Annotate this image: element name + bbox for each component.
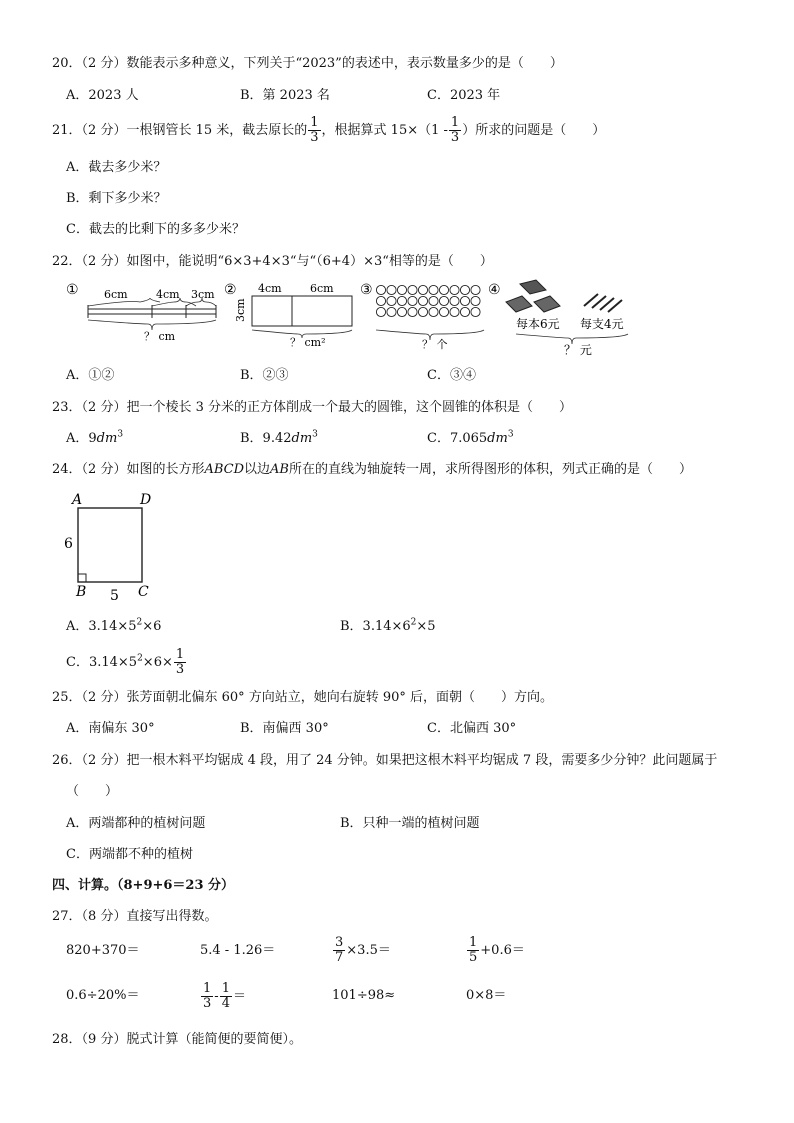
exponent: 3 [507, 429, 514, 440]
circle [439, 307, 448, 316]
q24-option-a[interactable] [66, 619, 161, 635]
fraction-denominator: 5 [469, 950, 478, 965]
q27-expr-2: 5.4 - 1.26＝ [200, 943, 276, 958]
q26-stem: 26．（2 分）把一根木料平均锯成 4 段，用了 24 分钟。如果把这根木料平均锯成 7 段，需要多少分钟？此问题属于 [52, 753, 718, 768]
circle [387, 285, 396, 294]
fraction-numerator: 3 [335, 935, 344, 950]
figure-number: ① [66, 282, 79, 298]
circle [418, 307, 427, 316]
rect-width-label-2: 6cm [310, 282, 334, 295]
circle [439, 296, 448, 305]
q22-figure-4 [486, 276, 636, 358]
q22-option-b[interactable]: B．②③ [240, 368, 289, 383]
q21-option-b[interactable]: B．剩下多少米？ [66, 191, 167, 206]
q20-stem: 20．（2 分）数能表示多种意义，下列关于“2023”的表述中，表示数量多少的是（ ） [52, 56, 563, 71]
rect-width-label-1: 4cm [258, 282, 282, 295]
q27-expr-3 [332, 934, 391, 968]
expr-rest: ＝ [232, 989, 246, 1004]
expr-rest: +0.6＝ [480, 943, 525, 958]
q22-stem: 22．（2 分）如图中，能说明“6×3+4×3“与“（6+4）×3“相等的是（ ） [52, 254, 493, 269]
fraction [220, 982, 232, 1011]
circle [471, 296, 480, 305]
q25-option-b[interactable]: B．南偏西 30° [240, 721, 329, 736]
width-label: 5 [110, 588, 119, 604]
q27-expr-4 [466, 934, 525, 968]
q22-option-c[interactable]: C．③④ [427, 368, 476, 383]
option-text-post: ×6 [142, 619, 162, 634]
q21-stem-mid: ，根据算式 15×（1 - [321, 123, 448, 138]
notebook-icon [506, 280, 560, 312]
option-text: A．3.14×5 [66, 619, 137, 634]
circle [376, 296, 385, 305]
circle [450, 296, 459, 305]
fraction [467, 936, 479, 965]
circle [397, 307, 406, 316]
book-price-label: 每本6元 [516, 317, 560, 331]
q26-option-a[interactable]: A．两端都种的植树问题 [66, 816, 206, 831]
fraction [333, 936, 345, 965]
segment-label-1: 6cm [104, 288, 128, 301]
q27-expr-1: 820+370＝ [66, 943, 140, 958]
circle [450, 285, 459, 294]
q21-fraction-2 [449, 116, 461, 145]
option-text-post: ×6× [142, 655, 173, 670]
fraction-denominator: 4 [221, 996, 230, 1011]
q24-option-c[interactable] [66, 646, 187, 680]
q27-expr-8: 0×8＝ [466, 988, 507, 1003]
circle-grid [376, 285, 480, 316]
q26-stem-paren: （ ） [66, 784, 119, 799]
fraction-numerator: 1 [175, 647, 185, 662]
unit: dm [96, 431, 118, 446]
section-4-title: 四、计算。（8+9+6＝23 分） [52, 878, 235, 893]
vertex-a: A [72, 492, 83, 508]
rect-total-label: ？ cm² [290, 336, 326, 348]
segment-label-3: 3cm [191, 288, 215, 301]
q23-option-c[interactable] [427, 431, 514, 447]
rect-name: ABCD [204, 462, 245, 477]
q24-stem-post: 所在的直线为轴旋转一周，求所得图形的体积，列式正确的是（ ） [288, 462, 692, 477]
q27-expr-5: 0.6÷20%＝ [66, 988, 140, 1003]
q27-expr-6 [200, 980, 246, 1014]
vertex-c: C [138, 584, 149, 600]
circle [376, 285, 385, 294]
q21-option-a[interactable]: A．截去多少米？ [66, 160, 167, 175]
q23-option-b[interactable] [240, 431, 318, 447]
q23-stem: 23．（2 分）把一个棱长 3 分米的正方体削成一个最大的圆锥，这个圆锥的体积是（ ） [52, 400, 572, 415]
q26-option-b[interactable]: B．只种一端的植树问题 [340, 816, 480, 831]
figure-number: ② [224, 282, 237, 298]
unit: dm [291, 431, 313, 446]
circle [460, 307, 469, 316]
circle [460, 285, 469, 294]
fraction-numerator: 1 [469, 935, 478, 950]
exponent: 3 [117, 429, 124, 440]
q27-expr-7: 101÷98≈ [332, 988, 396, 1003]
option-text: C．7.065 [427, 431, 488, 446]
figure-number: ④ [488, 282, 501, 298]
height-label: 6 [64, 536, 73, 552]
circle [376, 307, 385, 316]
q27-stem: 27．（8 分）直接写出得数。 [52, 909, 218, 924]
q22-figure-1 [60, 278, 230, 344]
pen-price-label: 每支4元 [580, 317, 624, 331]
q23-option-a[interactable] [66, 431, 123, 447]
q24-stem-pre: 24．（2 分）如图的长方形 [52, 462, 205, 477]
q21-option-c[interactable]: C．截去的比剩下的多多少米？ [66, 222, 245, 237]
q20-option-a[interactable]: A．2023 人 [66, 88, 139, 103]
figure-number: ③ [360, 282, 373, 298]
option-text: B．3.14×6 [340, 619, 411, 634]
operator: - [214, 989, 219, 1004]
circle [408, 307, 417, 316]
fraction-denominator: 3 [450, 130, 460, 145]
fraction-denominator: 3 [175, 662, 185, 677]
option-text: A．9 [66, 431, 97, 446]
q21-stem-post: ）所求的问题是（ ） [462, 123, 606, 138]
q20-option-b[interactable]: B．第 2023 名 [240, 88, 330, 103]
fraction-denominator: 3 [203, 996, 212, 1011]
q24-stem-mid: 以边 [244, 462, 271, 477]
exponent: 3 [312, 429, 318, 440]
fraction-numerator: 1 [203, 981, 212, 996]
q22-figure-3 [358, 278, 488, 350]
q22-figure-2 [224, 278, 360, 348]
circle [418, 296, 427, 305]
q21-stem [52, 114, 605, 148]
q26-option-c[interactable]: C．两端都不种的植树 [66, 847, 193, 862]
circle [397, 285, 406, 294]
circle [439, 285, 448, 294]
vertex-b: B [76, 584, 87, 600]
pen-icon [584, 294, 622, 312]
price-total-label: ？ 元 [564, 343, 592, 357]
q24-stem [52, 462, 692, 478]
exponent: 2 [410, 617, 417, 628]
fraction-numerator: 1 [221, 981, 230, 996]
circle [450, 307, 459, 316]
fraction-numerator: 1 [310, 115, 319, 130]
circle [471, 307, 480, 316]
circle [429, 285, 438, 294]
fraction [201, 982, 213, 1011]
edge-name: AB [270, 462, 289, 477]
exponent: 2 [137, 653, 143, 664]
q25-option-a[interactable]: A．南偏东 30° [66, 721, 155, 736]
circle [429, 307, 438, 316]
circle [408, 296, 417, 305]
fraction-denominator: 3 [310, 130, 319, 145]
exponent: 2 [136, 617, 143, 628]
rect-height-label: 3cm [234, 298, 247, 322]
q24-option-b[interactable] [340, 619, 436, 635]
q20-option-c[interactable]: C．2023 年 [427, 88, 501, 103]
q21-fraction-1 [308, 116, 320, 145]
expr-rest: ×3.5＝ [346, 943, 391, 958]
vertex-d: D [140, 492, 152, 508]
option-text-post: ×5 [416, 619, 436, 634]
circle [387, 296, 396, 305]
q25-option-c[interactable]: C．北偏西 30° [427, 721, 517, 736]
unit: dm [487, 431, 508, 446]
option-fraction [174, 648, 186, 677]
segment-total-label: ？ cm [144, 330, 176, 343]
circle-total-label: ？ 个 [422, 338, 448, 350]
segment-label-2: 4cm [156, 288, 180, 301]
fraction-numerator: 1 [450, 115, 460, 130]
q24-rectangle-figure [60, 488, 170, 606]
option-text: B．9.42 [240, 431, 292, 446]
q25-stem: 25．（2 分）张芳面朝北偏东 60° 方向站立，她向右旋转 90° 后，面朝（ ）方向。 [52, 690, 554, 705]
circle [429, 296, 438, 305]
q28-stem: 28．（9 分）脱式计算（能简便的要简便）。 [52, 1032, 302, 1047]
q21-stem-pre: 21．（2 分）一根钢管长 15 米，截去原长的 [52, 123, 308, 138]
circle [460, 296, 469, 305]
fraction-denominator: 7 [335, 950, 344, 965]
circle [397, 296, 406, 305]
circle [471, 285, 480, 294]
circle [387, 307, 396, 316]
q22-option-a[interactable]: A．①② [66, 368, 115, 383]
option-text: C．3.14×5 [66, 655, 138, 670]
circle [418, 285, 427, 294]
circle [408, 285, 417, 294]
